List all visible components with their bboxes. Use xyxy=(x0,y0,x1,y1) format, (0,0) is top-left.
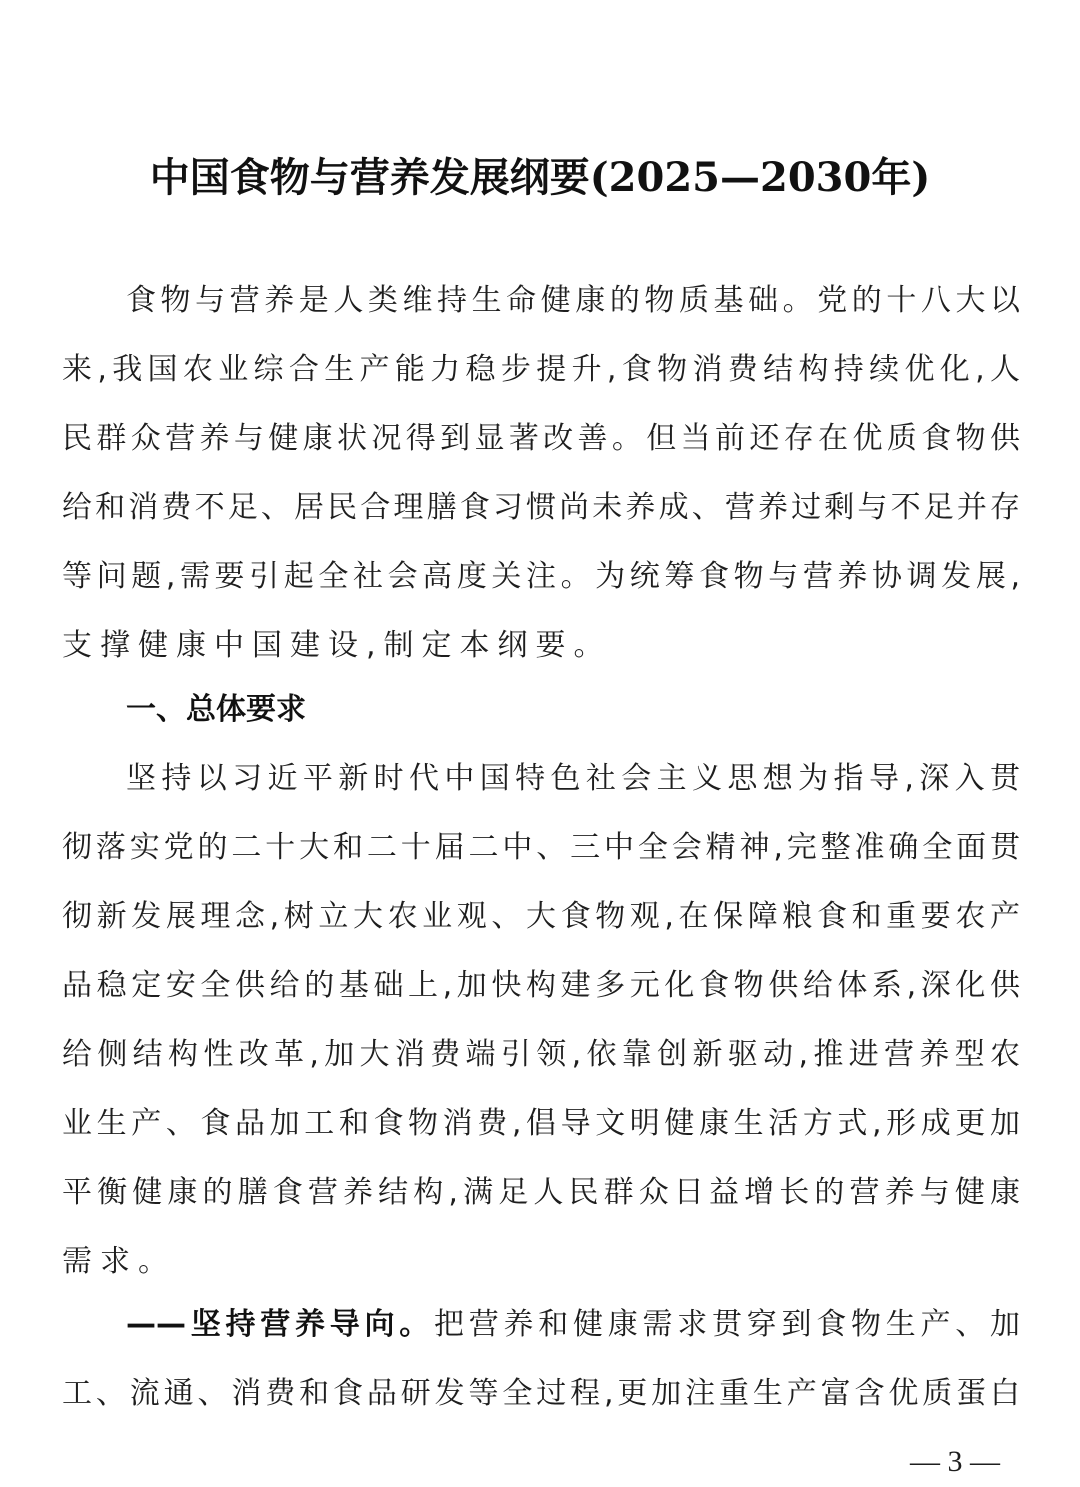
intro-line: 来,我国农业综合生产能力稳步提升,食物消费结构持续优化,人 xyxy=(62,352,1020,387)
principle-text: 把营养和健康需求贯穿到食物生产、加 xyxy=(434,1307,1020,1342)
page-number: — 3 — xyxy=(910,1445,1000,1478)
intro-line: 给和消费不足、居民合理膳食习惯尚未养成、营养过剩与不足并存 xyxy=(62,490,1020,525)
section-line: 坚持以习近平新时代中国特色社会主义思想为指导,深入贯 xyxy=(126,761,1020,796)
principle-line xyxy=(126,1302,1020,1348)
section-line: 平衡健康的膳食营养结构,满足人民群众日益增长的营养与健康 xyxy=(62,1175,1020,1210)
section-heading: 一、总体要求 xyxy=(126,692,306,727)
intro-line: 等问题,需要引起全社会高度关注。为统筹食物与营养协调发展, xyxy=(62,559,1020,594)
principle-line: 工、流通、消费和食品研发等全过程,更加注重生产富含优质蛋白 xyxy=(62,1376,1020,1411)
document-title: 中国食物与营养发展纲要(2025—2030年) xyxy=(149,154,931,201)
principle-lead: ——坚持营养导向。 xyxy=(126,1307,434,1342)
section-line: 品稳定安全供给的基础上,加快构建多元化食物供给体系,深化供 xyxy=(62,968,1020,1003)
section-line: 业生产、食品加工和食物消费,倡导文明健康生活方式,形成更加 xyxy=(62,1106,1020,1141)
intro-line: 民群众营养与健康状况得到显著改善。但当前还存在优质食物供 xyxy=(62,421,1020,456)
intro-line: 食物与营养是人类维持生命健康的物质基础。党的十八大以 xyxy=(126,283,1020,318)
section-line: 给侧结构性改革,加大消费端引领,依靠创新驱动,推进营养型农 xyxy=(62,1037,1020,1072)
section-line: 彻落实党的二十大和二十届二中、三中全会精神,完整准确全面贯 xyxy=(62,830,1020,865)
section-line: 彻新发展理念,树立大农业观、大食物观,在保障粮食和重要农产 xyxy=(62,899,1020,934)
intro-line: 支撑健康中国建设,制定本纲要。 xyxy=(62,628,612,663)
section-line: 需求。 xyxy=(62,1244,176,1279)
